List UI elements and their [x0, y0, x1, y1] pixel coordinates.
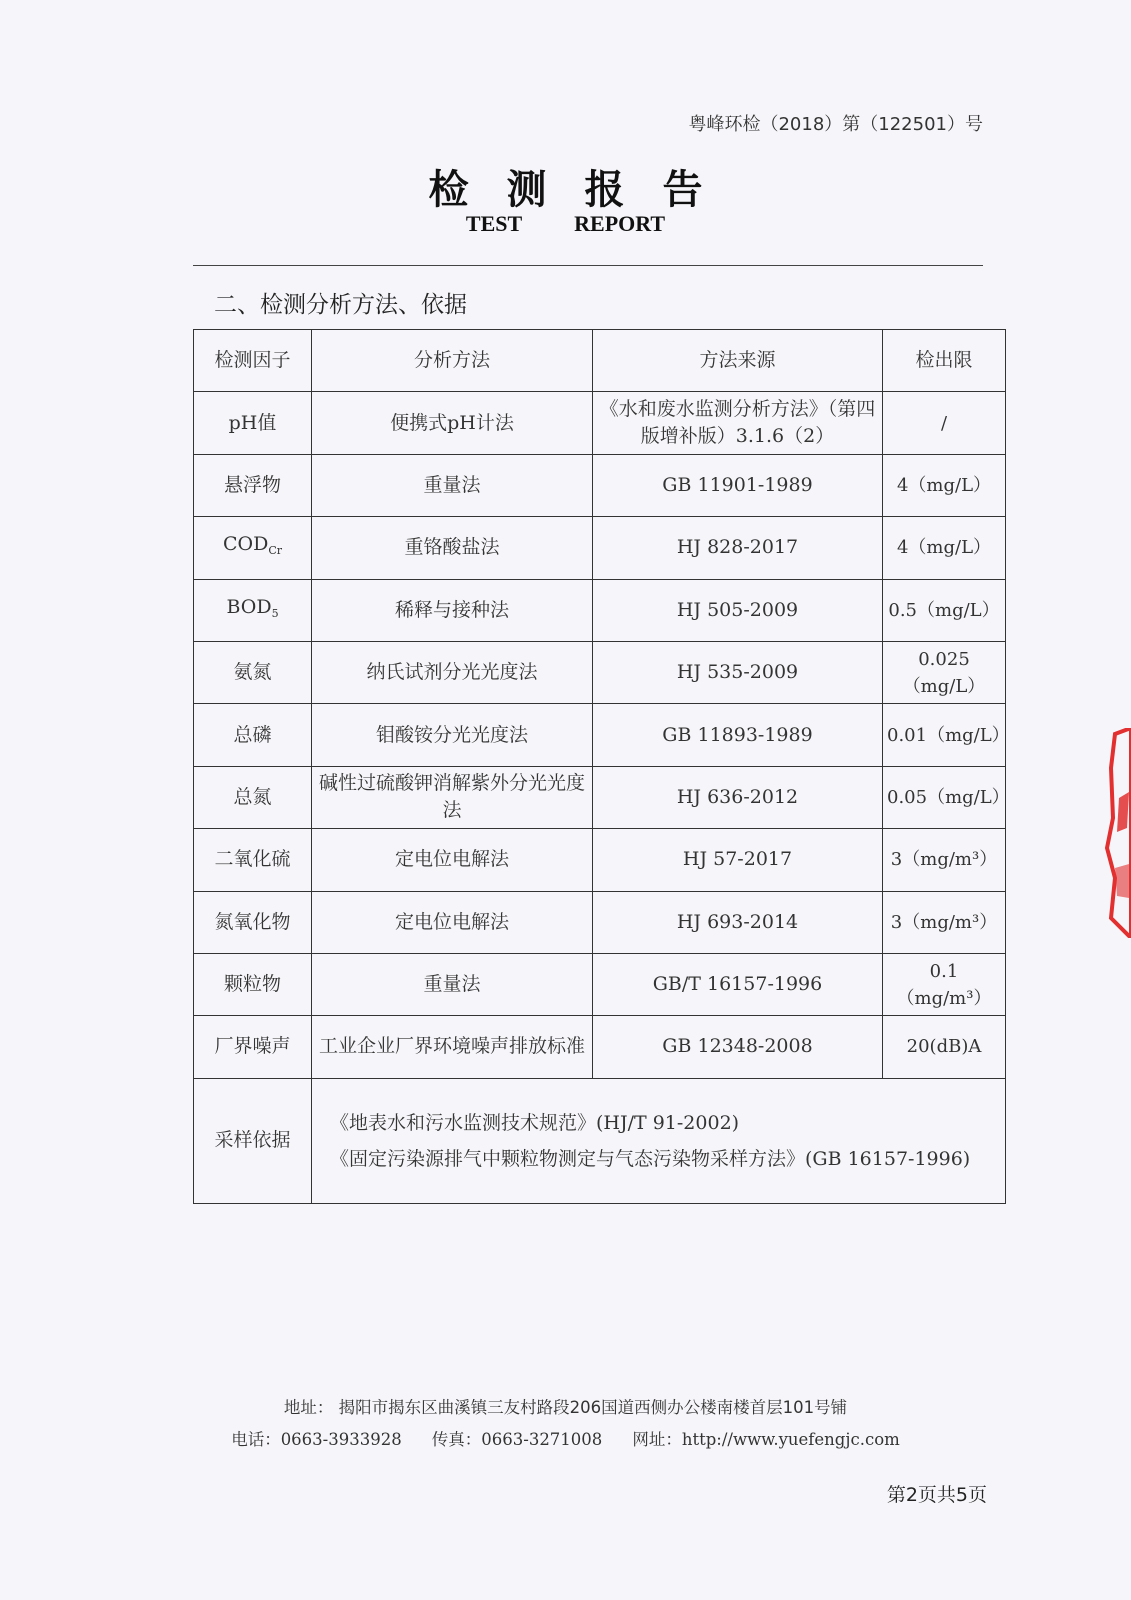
table-row: [194, 829, 1006, 891]
factor-cell: [194, 704, 312, 766]
methods-table: [193, 329, 1010, 1204]
source-cell: GB 11901-1989: [593, 454, 883, 516]
method-cell: 定电位电解法: [312, 891, 593, 953]
limit-cell: 4（mg/L）: [883, 517, 1006, 579]
factor-name: BOD: [226, 595, 272, 618]
sampling-standard-2: 《固定污染源排气中颗粒物测定与气态污染物采样方法》(GB 16157-1996): [330, 1147, 971, 1170]
table-row: [194, 766, 1006, 828]
report-title-cn: 检测报告: [428, 167, 741, 213]
limit-cell: 0.5（mg/L）: [883, 579, 1006, 641]
limit-cell: 0.01（mg/L）: [883, 704, 1006, 766]
limit-cell: 20(dB)A: [883, 1016, 1006, 1078]
factor-name: 氨氮: [233, 661, 272, 684]
footer-phone: 电话：0663-3933928: [231, 1430, 402, 1449]
red-seal-stamp: [1105, 728, 1131, 938]
source-cell: HJ 693-2014: [593, 891, 883, 953]
factor-name: 悬浮物: [223, 473, 281, 496]
factor-cell: [194, 891, 312, 953]
source-cell: HJ 535-2009: [593, 641, 883, 703]
method-cell: 重铬酸盐法: [312, 517, 593, 579]
source-cell: HJ 505-2009: [593, 579, 883, 641]
factor-cell: [194, 1016, 312, 1078]
factor-name: 二氧化硫: [214, 848, 291, 871]
factor-cell: [194, 579, 312, 641]
report-title-en: [0, 211, 1131, 237]
factor-cell: [194, 392, 312, 454]
footer-contact: [0, 1426, 1131, 1450]
table-row: [194, 1016, 1006, 1078]
source-cell: HJ 828-2017: [593, 517, 883, 579]
footer-fax: 传真：0663-3271008: [431, 1430, 603, 1449]
title-en-test: TEST: [465, 211, 523, 236]
limit-cell: /: [883, 392, 1006, 454]
table-row: [194, 704, 1006, 766]
source-cell: 《水和废水监测分析方法》（第四版增补版）3.1.6（2）: [593, 392, 883, 454]
factor-subscript: 5: [271, 606, 279, 620]
factor-cell: [194, 454, 312, 516]
header-factor: 检测因子: [194, 330, 312, 392]
table-row: [194, 641, 1006, 703]
sampling-row: [194, 1078, 1006, 1203]
footer-address: 地址： 揭阳市揭东区曲溪镇三友村路段206国道西侧办公楼南楼首层101号铺: [283, 1398, 848, 1417]
table-row: [194, 392, 1006, 454]
method-cell: 工业企业厂界环境噪声排放标准: [312, 1016, 593, 1078]
factor-cell: [194, 641, 312, 703]
footer-website: 网址：http://www.yuefengjc.com: [632, 1430, 900, 1449]
table-header-row: [194, 330, 1006, 392]
header-method: 分析方法: [312, 330, 593, 392]
title-en-report: REPORT: [574, 211, 666, 236]
factor-cell: [194, 953, 312, 1015]
limit-cell: 0.1（mg/m³）: [883, 953, 1006, 1015]
factor-name: 总氮: [233, 785, 272, 808]
method-cell: 重量法: [312, 454, 593, 516]
factor-cell: [194, 766, 312, 828]
table-row: [194, 953, 1006, 1015]
method-cell: 重量法: [312, 953, 593, 1015]
table-row: [194, 454, 1006, 516]
method-cell: 稀释与接种法: [312, 579, 593, 641]
limit-cell: 4（mg/L）: [883, 454, 1006, 516]
method-cell: 定电位电解法: [312, 829, 593, 891]
factor-name: pH值: [228, 411, 277, 434]
source-cell: GB/T 16157-1996: [593, 953, 883, 1015]
method-cell: 纳氏试剂分光光度法: [312, 641, 593, 703]
header-limit: 检出限: [883, 330, 1006, 392]
report-number: 粤峰环检（2018）第（122501）号: [688, 114, 983, 135]
factor-name: 氮氧化物: [214, 910, 291, 933]
header-source: 方法来源: [593, 330, 883, 392]
method-cell: 碱性过硫酸钾消解紫外分光光度法: [312, 766, 593, 828]
sampling-basis: [312, 1078, 1006, 1203]
limit-cell: 3（mg/m³）: [883, 891, 1006, 953]
limit-cell: 0.05（mg/L）: [883, 766, 1006, 828]
section-title: 二、检测分析方法、依据: [214, 292, 467, 318]
factor-cell: [194, 829, 312, 891]
table-row: [194, 891, 1006, 953]
factor-subscript: Cr: [268, 544, 283, 558]
source-cell: GB 11893-1989: [593, 704, 883, 766]
factor-name: 总磷: [233, 723, 272, 746]
table-row: [194, 517, 1006, 579]
factor-cell: [194, 517, 312, 579]
method-cell: 便携式pH计法: [312, 392, 593, 454]
limit-cell: 0.025（mg/L）: [883, 641, 1006, 703]
page-number: 第2页共5页: [886, 1484, 987, 1506]
source-cell: GB 12348-2008: [593, 1016, 883, 1078]
factor-name: 颗粒物: [223, 973, 281, 996]
limit-cell: 3（mg/m³）: [883, 829, 1006, 891]
sampling-standard-1: 《地表水和污水监测技术规范》(HJ/T 91-2002): [330, 1111, 740, 1134]
source-cell: HJ 57-2017: [593, 829, 883, 891]
factor-name: COD: [222, 533, 269, 556]
header-divider: [193, 265, 983, 266]
method-cell: 钼酸铵分光光度法: [312, 704, 593, 766]
sampling-label: 采样依据: [194, 1078, 312, 1203]
factor-name: 厂界噪声: [214, 1035, 291, 1058]
source-cell: HJ 636-2012: [593, 766, 883, 828]
table-row: [194, 579, 1006, 641]
